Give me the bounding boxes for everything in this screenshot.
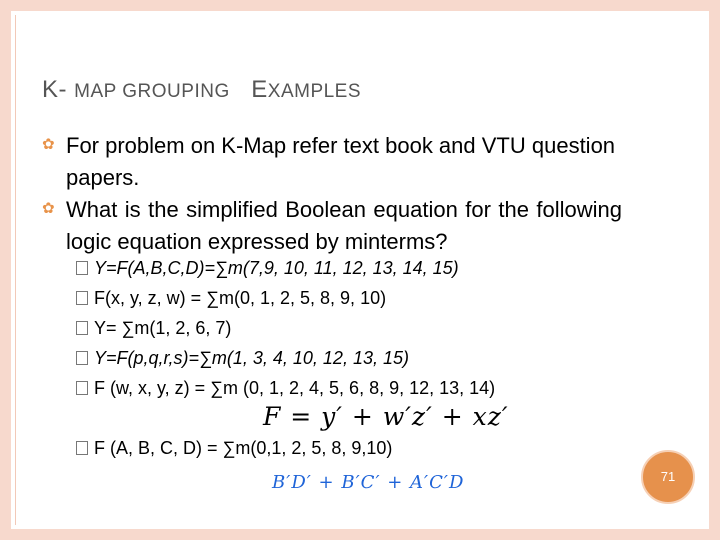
sub-text: F (w, x, y, z) = ∑m (0, 1, 2, 4, 5, 6, 8, 9, 12, 13, 14) [94,378,496,398]
flower-bullet-icon: ✿ [42,200,55,217]
page-number-badge: 71 [641,450,695,504]
title-mid: MAP GROUPING [74,81,230,102]
sub-list [76,258,616,408]
bullet-text: For problem on K-Map refer text book and VTU question papers. [66,133,616,190]
bullet-text: What is the simplified Boolean equation for the following logic equation expressed by minterms? [66,197,622,254]
sub-text: Y= ∑m(1, 2, 6, 7) [94,318,232,338]
formula-answer-1: F = y′ + w′z′ + xz′ [263,402,509,431]
title-prefix: K- [42,76,67,103]
sub-item [76,288,616,318]
checkbox-bullet-icon [76,291,88,305]
sub-item [76,318,616,348]
sub-text: F (A, B, C, D) = ∑m(0,1, 2, 5, 8, 9,10) [94,438,393,458]
sub-text: Y=F(A,B,C,D)=∑m(7,9, 10, 11, 12, 13, 14, 15) [94,258,459,278]
border-right [709,0,720,540]
sub-item-last [76,438,392,459]
flower-bullet-icon: ✿ [42,136,55,153]
checkbox-bullet-icon [76,381,88,395]
bullet-list [42,130,622,258]
border-left [0,0,11,540]
bullet-item [42,194,622,258]
slide-title [42,76,361,104]
formula-answer-2: B′D′ + B′C′ + A′C′D [272,472,465,493]
checkbox-bullet-icon [76,321,88,335]
title-rest: XAMPLES [267,81,362,102]
sub-item [76,258,616,288]
sub-text: F(x, y, z, w) = ∑m(0, 1, 2, 5, 8, 9, 10) [94,288,387,308]
checkbox-bullet-icon [76,351,88,365]
sub-item [76,348,616,378]
sub-text: Y=F(p,q,r,s)=∑m(1, 3, 4, 10, 12, 13, 15) [94,348,409,368]
border-bottom [0,529,720,540]
title-e: E [251,76,268,103]
border-top [0,0,720,11]
checkbox-bullet-icon [76,261,88,275]
bullet-item [42,130,622,194]
checkbox-bullet-icon [76,441,88,455]
